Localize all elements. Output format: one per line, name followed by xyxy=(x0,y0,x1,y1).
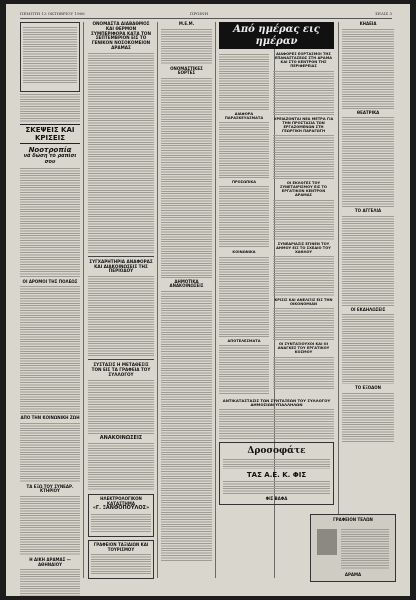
ad-image xyxy=(317,529,337,555)
text-block xyxy=(273,135,334,179)
columns-4-5 xyxy=(219,22,334,505)
text-block xyxy=(20,168,80,278)
headline: ΣΥΓΧΑΡΗΤΗΡΙΑ ΑΝΑΦΟΡΑΣ ΚΑΙ ΔΙΑΚΟΙΝΩΣΕΙΣ ΤΗΣ ΠΕΡΙΟΔΟΥ xyxy=(89,258,153,274)
column-2 xyxy=(88,22,154,579)
text-block xyxy=(20,569,80,596)
article-title: Νοοτροπία xyxy=(28,146,72,155)
column-rule xyxy=(83,22,84,578)
column-rule xyxy=(157,22,158,578)
ad-title: ΓΡΑΦΕΙΟΝ ΤΑΞΙΔΙΩΝ ΚΑΙ ΤΟΥΡΙΣΜΟΥ xyxy=(93,542,149,552)
ad-brand: ΤΑΣ Α.Ε. Κ. ΦΙΣ xyxy=(246,470,307,479)
text-block xyxy=(273,357,334,389)
subheading: ΚΟΙΝΩΝΙΚΑ xyxy=(232,250,256,255)
text-block xyxy=(161,29,212,65)
headline: ΣΥΝΕΔΡΙΑΣΙΣ ΕΓΙΝΕΝ ΤΟΥ ΔΗΜΟΥ ΕΙΣ ΤΟ ΣΧΕΔΙΟ ΤΟΥ ΧΑΘΛΟΥ xyxy=(276,241,331,254)
header-page-number: ΣΕΛΙΣ 3 xyxy=(375,11,392,16)
text-block xyxy=(342,314,394,384)
column-rule xyxy=(338,22,339,578)
subheading: ΟΙ ΕΚΔΗΛΩΣΕΙΣ xyxy=(350,306,386,312)
masthead-banner: Από ημέρας εις ημέραν xyxy=(219,22,334,49)
column-label: Μ.Ε.Μ. xyxy=(178,21,195,26)
subheading: ΑΠΟ ΤΗΝ ΚΟΙΝΩΝΙΚΗ ΖΩΗ xyxy=(20,415,80,421)
text-block xyxy=(91,554,151,574)
column-6 xyxy=(342,22,394,445)
headline: ΚΡΙΣΙΣ ΚΑΙ ΑΝΕΛΙΞΙΣ ΕΙΣ ΤΗΝ ΟΙΚΟΝΟΜΙΑΝ xyxy=(274,297,333,306)
text-block xyxy=(88,53,154,253)
text-block xyxy=(88,276,154,356)
ad-footer: ΔΡΑΜΑ xyxy=(344,572,362,578)
ad-footer: ΦΙΣ ΒΑΦΑ xyxy=(265,495,288,501)
subheading: ΘΕΑΤΡΙΚΑ xyxy=(356,109,380,115)
headline: ΟΙ ΣΥΝΤΑΞΙΟΥΧΟΙ ΚΑΙ ΟΙ ΑΝΑΓΚΕΣ ΤΟΥ ΕΡΓΑΤΙΚΟΥ ΚΟΣΜΟΥ xyxy=(277,342,330,355)
header-paper-name: ΠΡΩΙΝΗ xyxy=(190,11,209,16)
right-subcolumn xyxy=(273,52,334,397)
text-block xyxy=(273,200,334,240)
ad-title: ΗΛΕΚΤΡΟΛΟΓΙΚΟΝ ΚΑΤΑΣΤΗΜΑ xyxy=(100,496,142,506)
text-block xyxy=(20,423,80,483)
text-block xyxy=(23,27,77,83)
text-block xyxy=(273,256,334,296)
text-block xyxy=(20,94,80,122)
text-block xyxy=(342,29,394,109)
text-block xyxy=(88,380,154,434)
running-header xyxy=(20,10,392,19)
drink-advertisement xyxy=(219,442,334,505)
text-block xyxy=(273,308,334,340)
column-rule xyxy=(215,22,216,578)
two-column-area xyxy=(219,52,334,397)
section-title: ΣΚΕΨΕΙΣ ΚΑΙ ΚΡΙΣΕΙΣ xyxy=(20,124,80,144)
text-block xyxy=(219,122,269,178)
ad-headline: Δροσοφάτε xyxy=(247,446,306,457)
column-3 xyxy=(161,22,212,563)
text-block xyxy=(219,54,269,110)
notice-box xyxy=(20,22,80,92)
ad-title: ΓΡΑΦΕΙΟΝ ΤΕΛΩΝ xyxy=(333,517,373,522)
column-1 xyxy=(20,22,80,596)
corner-advertisement xyxy=(310,514,396,582)
text-block xyxy=(20,286,80,414)
advertisement xyxy=(88,494,154,537)
headline: ΔΙΑΦΟΡΕΣ ΕΟΡΤΑΣΜΟΙ ΤΗΣ ΕΠΑΝΑΣΤΑΣΕΩΣ ΣΤΗ ΔΡΑΜΑ ΚΑΙ ΣΤΟ ΚΕΝΤΡΟΝ ΤΗΣ ΠΕΡΙΦΕΡΕΙΑΣ xyxy=(274,52,333,69)
subheading: Η ΔΙΚΗ ΔΡΑΜΑΣ — ΑΘΗΝΑΙΟΥ xyxy=(29,557,71,567)
text-block xyxy=(219,345,269,395)
text-block xyxy=(342,393,394,443)
subheading: ΤΑ ΕΞΩ ΤΟΥ ΣΥΝΕΔΡ. ΚΤΗΡΙΟΥ xyxy=(26,483,74,494)
text-block xyxy=(91,514,151,532)
text-block xyxy=(342,216,394,306)
text-block xyxy=(273,71,334,115)
headline: ΣΥΣΤΑΣΙΣ Η ΜΕΤΑΘΕΣΙΣ ΤΟΝ ΕΙΣ ΤΑ ΓΡΑΦΕΙΑ ΤΟΥ ΣΥΛΛΟΓΟΥ xyxy=(91,362,151,377)
text-block xyxy=(342,117,394,207)
text-block xyxy=(161,291,212,561)
text-block xyxy=(223,459,330,469)
subheading: ΟΝΟΜΑΣΤΙΚΕΣ ΕΟΡΤΕΣ xyxy=(170,65,203,76)
text-block xyxy=(219,409,334,439)
text-block xyxy=(219,257,269,337)
subheading: ΔΙΑΦΟΡΑ ΠΑΡΑΣΚΕΥΑΣΜΑΤΑ xyxy=(224,112,264,121)
text-block xyxy=(161,78,212,278)
subheading: ΤΟ ΑΓΓΕΛΙΑ xyxy=(354,208,382,214)
subheading: ΟΙ ΔΡΟΜΟΙ ΤΗΣ ΠΟΛΕΩΣ xyxy=(22,278,78,284)
subheading: ΚΗΔΕΙΑ xyxy=(359,21,377,26)
left-subcolumn xyxy=(219,52,269,397)
headline: ΑΝΤΙΚΑΤΑΣΤΑΣΙΣ ΤΩΝ ΣΥΝΤΑΞΕΩΝ ΤΟΥ ΣΥΛΛΟΓΟΥ ΔΗΜΟΣΙΩΝ ΥΠΑΛΛΗΛΩΝ xyxy=(222,397,331,407)
text-block xyxy=(341,529,389,569)
advertisement xyxy=(88,540,154,579)
subheading: ΠΡΟΣΩΠΙΚΑ xyxy=(231,180,257,185)
text-block xyxy=(223,481,330,495)
subheading: ΑΠΟΤΕΛΕΣΜΑΤΑ xyxy=(227,338,261,343)
subheading: ΤΟ ΕΞΟΔΟΝ xyxy=(354,385,382,391)
ad-name: «Γ. ΞΑΝΘΟΠΟΥΛΟΣ» xyxy=(92,505,150,512)
headline: ΟΙ ΕΚΛΟΓΕΣ ΤΟΥ ΣΥΝΕΤΑΙΡΙΣΜΟΥ ΕΙΣ ΤΟ ΕΡΓΑΤΙΚΟΝ ΚΕΝΤΡΟΝ ΔΡΑΜΑΣ xyxy=(279,181,327,198)
subheading: ΔΗΜΟΤΙΚΑ ΑΝΑΚΟΙΝΩΣΕΙΣ xyxy=(169,278,204,289)
text-block xyxy=(219,186,269,248)
text-block xyxy=(20,496,80,556)
headline: ΟΝΟΜΑΣΤΑ ΔΙΑΒΑΘΜΟΣ ΚΑΙ ΘΕΡΜΟΝ ΣΥΜΠΕΡΙΦΟΡΑ ΚΑΤΑ ΤΟΝ ΣΕΠΤΕΜΒΡΙΟΝ ΕΙΣ ΤΟ ΓΕΝΙΚΟΝ ΝΟΣΟΚΟΜΕΙΟΝ ΔΡΑΜΑΣ xyxy=(91,21,151,51)
section-title: ΑΝΑΚΟΙΝΩΣΕΙΣ xyxy=(99,434,143,441)
newspaper-page xyxy=(6,4,410,596)
divider xyxy=(88,359,154,360)
text-block xyxy=(88,443,154,491)
header-date: ΠΕΜΠΤΗ 13 ΟΚΤΩΒΡΙΟΥ 1966 xyxy=(20,11,85,16)
divider xyxy=(88,256,154,257)
headline: ΧΡΕΙΑΖΟΝΤΑΙ ΝΕΑ ΜΕΤΡΑ ΓΙΑ ΤΗΝ ΠΡΟΣΤΑΣΙΑ ΤΩΝ ΕΡΓΑΖΟΜΕΝΩΝ ΣΤΗ ΓΕΩΡΓΙΚΗ ΠΑΡΑΓΩΓΗ xyxy=(273,116,334,133)
article-subtitle: νά δώση τό ραπίσι σου xyxy=(23,153,77,165)
